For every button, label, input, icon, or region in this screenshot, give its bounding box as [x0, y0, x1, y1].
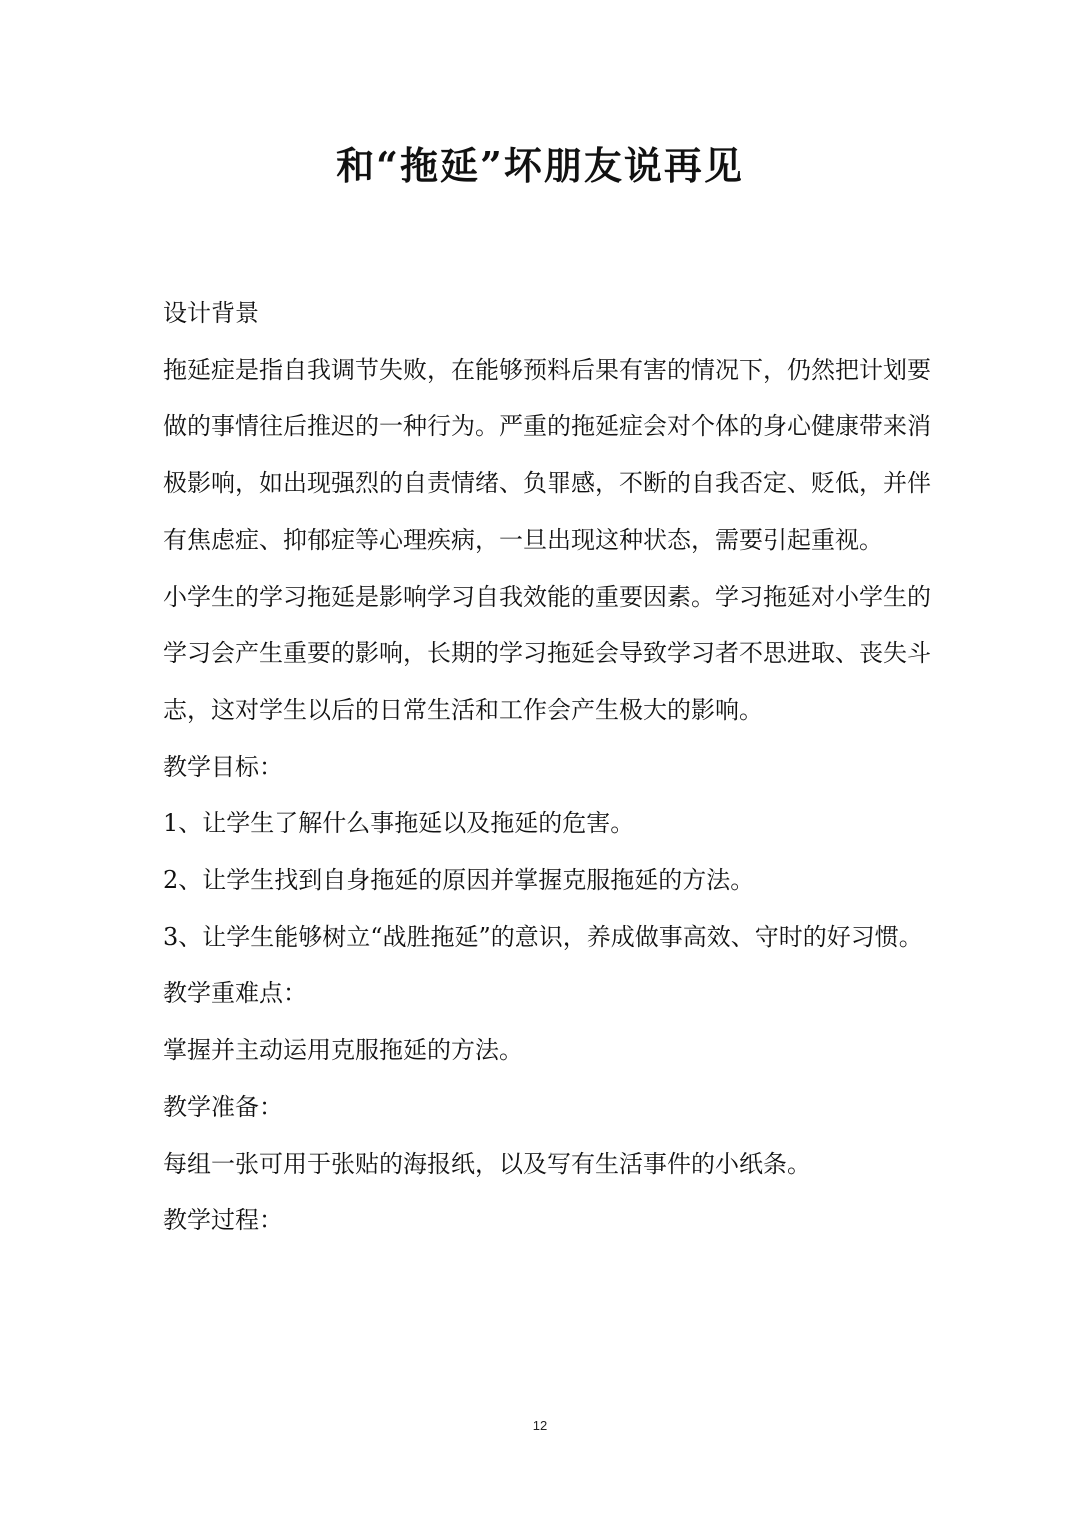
list-item-goal-3: 3、让学生能够树立“战胜拖延”的意识，养成做事高效、守时的好习惯。: [163, 922, 923, 951]
section-heading-teaching-goals: 教学目标：: [163, 752, 283, 781]
paragraph-student-procrastination: 小学生的学习拖延是影响学习自我效能的重要因素。学习拖延对小学生的学习会产生重要的影响，长期的学习拖延会导致学习者不思进取、丧失斗志，这对学生以后的日常生活和工作会产生极大的影响。: [163, 582, 931, 724]
section-heading-design-background: 设计背景: [163, 299, 259, 327]
document-title: 和“拖延”坏朋友说再见: [336, 143, 744, 188]
section-heading-preparation: 教学准备：: [163, 1092, 283, 1121]
section-heading-teaching-process: 教学过程：: [163, 1206, 283, 1235]
paragraph-preparation: 每组一张可用于张贴的海报纸，以及写有生活事件的小纸条。: [163, 1149, 811, 1178]
document-body: [163, 285, 943, 1249]
list-item-goal-2: 2、让学生找到自身拖延的原因并掌握克服拖延的方法。: [163, 866, 755, 895]
paragraph-procrastination-definition: 拖延症是指自我调节失败，在能够预料后果有害的情况下，仍然把计划要做的事情往后推迟的一种行为。严重的拖延症会对个体的身心健康带来消极影响，如出现强烈的自责情绪、负罪感，不断的自我否定、贬低，并伴有焦虑症、抑郁症等心理疾病，一旦出现这种状态，需要引起重视。: [163, 355, 931, 554]
page-number: 12: [532, 1418, 548, 1433]
list-item-goal-1: 1、让学生了解什么事拖延以及拖延的危害。: [163, 809, 635, 838]
paragraph-key-points: 掌握并主动运用克服拖延的方法。: [163, 1036, 523, 1065]
section-heading-key-points: 教学重难点：: [163, 979, 307, 1008]
